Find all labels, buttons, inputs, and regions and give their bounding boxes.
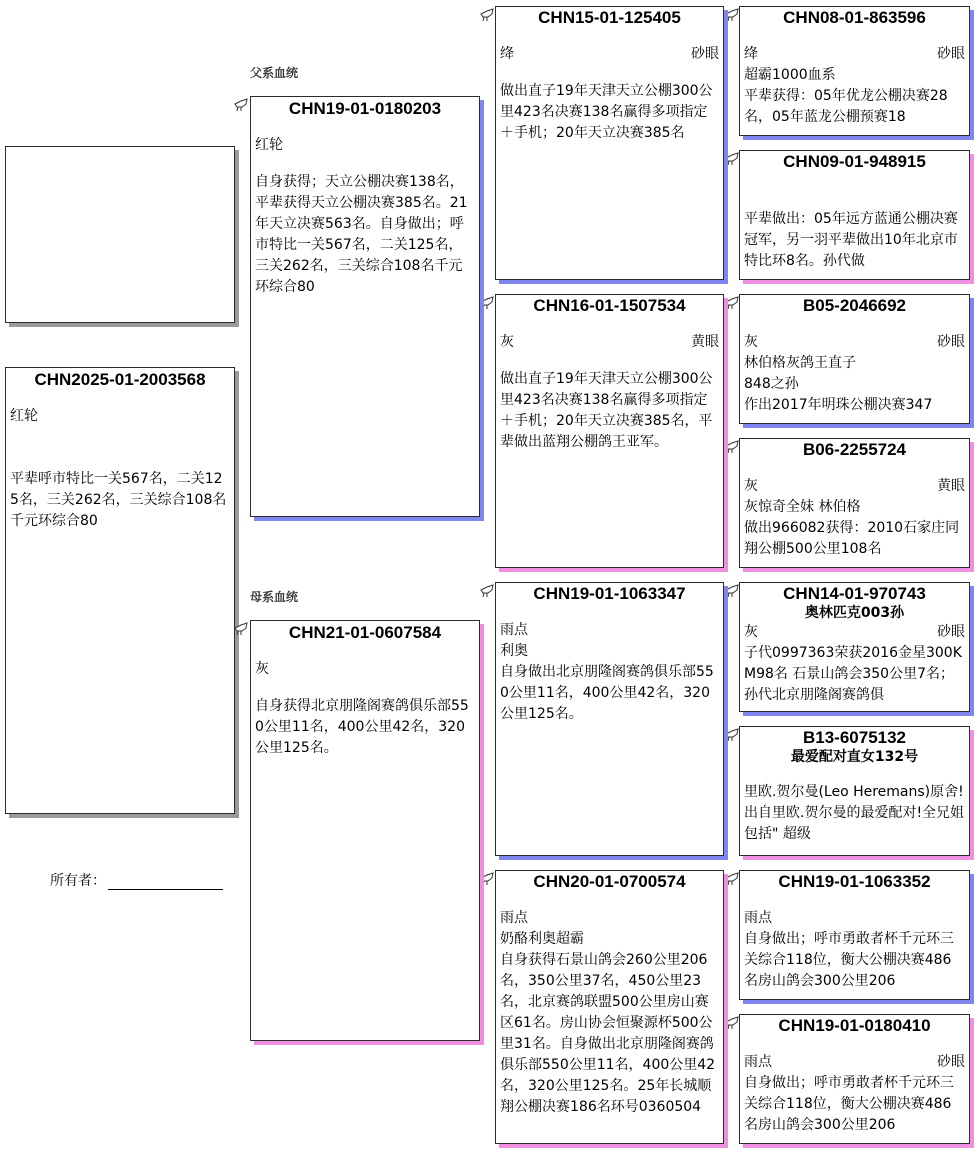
dam-sire-card [495,582,724,856]
sire-ring-number: CHN19-01-0180203 [288,99,442,118]
sire-card [250,96,480,517]
dd-ring-number: CHN20-01-0700574 [533,872,686,891]
sire-description: 自身获得；天立公棚决赛138名，平辈获得天立公棚决赛385名。21年天立决赛563名。自身做出；呼市特比一关567名，二关125名，三关262名，三关综合108名千元环综合80 [255,174,468,295]
dsd-ring-number: B13-6075132 [802,728,907,747]
owner-input-line[interactable] [108,873,223,890]
sds-color: 灰 [744,334,758,350]
pigeon-icon [480,296,494,310]
dam-ring-number: CHN21-01-0607584 [288,623,442,642]
main-ring-number: CHN2025-01-2003568 [34,370,206,389]
pigeon-icon [480,584,494,598]
ss-ring-number: CHN15-01-125405 [538,8,681,27]
ddd-eye: 砂眼 [937,1054,965,1070]
dds-color: 雨点 [744,910,772,926]
pigeon-icon [725,440,739,454]
sire-section-label: 父系血统 [250,66,299,80]
sdd-card [739,438,970,568]
ds-color: 雨点 [500,622,528,638]
dss-eye: 砂眼 [937,624,965,640]
ssd-description: 平辈做出：05年远方蓝通公棚决赛冠军，另一羽平辈做出10年北京市特比环8名。孙代做 [744,211,958,269]
dam-color: 灰 [255,661,269,677]
dss-subtitle: 奥林匹克003孙 [804,605,905,621]
sds-ring-number: B05-2046692 [802,296,907,315]
dds-ring-number: CHN19-01-1063352 [778,872,931,891]
ssd-ring-number: CHN09-01-948915 [783,152,926,171]
sd-eye: 黄眼 [691,334,719,350]
pigeon-icon [480,872,494,886]
pigeon-icon [480,8,494,22]
sss-card [739,6,970,136]
ddd-description: 自身做出；呼市勇敢者杯千元环三关综合118位，衡大公棚决赛486名房山鸽会300公里206 [744,1075,954,1133]
pigeon-icon [725,8,739,22]
sire-sire-card [495,6,724,280]
main-pigeon-card [5,367,235,814]
pigeon-icon [725,152,739,166]
main-color: 红轮 [10,408,38,424]
sdd-eye: 黄眼 [937,478,965,494]
pigeon-icon [725,872,739,886]
owner-label: 所有者： [50,873,106,889]
sss-eye: 砂眼 [937,46,965,62]
pigeon-icon [725,1016,739,1030]
dam-section-label: 母系血统 [250,590,299,604]
dsd-subtitle: 最爱配对直女132号 [790,749,919,765]
ss-description: 做出直子19年天津天立公棚300公里423名决赛138名赢得多项指定＋手机；20年天立决赛385名 [500,83,713,141]
sss-color: 绛 [744,46,758,62]
dd-color: 雨点 [500,910,528,926]
dss-card [739,582,970,712]
ds-ring-number: CHN19-01-1063347 [533,584,686,603]
dd-description: 自身获得石景山鸽会260公里206名，350公里37名，450公里23名，北京赛鸽联盟500公里房山赛区61名。房山协会恒聚源杯500公里31名。自身做出北京朋隆阁赛鸽俱乐部550公里11名，400公里42名，320公里125名。25年长城顺翔公棚决赛186名环号0360504 [500,952,716,1115]
dds-card [739,870,970,1000]
photo-frame [5,146,235,323]
dam-description: 自身获得北京朋隆阁赛鸽俱乐部550公里11名，400公里42名，320公里125名。 [255,698,469,756]
dss-color: 灰 [744,624,758,640]
ss-eye: 砂眼 [691,46,719,62]
dsd-card [739,726,970,856]
dsd-description: 里欧.贺尔曼(Leo Heremans)原舍!出自里欧.贺尔曼的最爱配对!全兄姐包括" 超级 [744,784,965,842]
dam-card [250,620,480,1041]
pigeon-icon [725,728,739,742]
sds-card [739,294,970,424]
sss-ring-number: CHN08-01-863596 [783,8,926,27]
sds-description: 林伯格灰鸽王直子 848之孙 作出2017年明珠公棚决赛347 [744,355,933,413]
ddd-color: 雨点 [744,1054,772,1070]
pigeon-icon [234,98,248,112]
dss-ring-number: CHN14-01-970743 [783,584,926,603]
sire-dam-card [495,294,724,568]
ds-line2: 利奥 [500,643,528,659]
ds-description: 自身做出北京朋隆阁赛鸽俱乐部550公里11名，400公里42名，320公里125名。 [500,664,714,722]
pigeon-icon [725,296,739,310]
owner-field [50,870,223,890]
sdd-color: 灰 [744,478,758,494]
sd-color: 灰 [500,334,514,350]
ddd-ring-number: CHN19-01-0180410 [778,1016,931,1035]
dam-dam-card [495,870,724,1144]
pigeon-icon [234,622,248,636]
sdd-description: 灰惊奇全妹 林伯格 做出966082获得：2010石家庄同翔公棚500公里108名 [744,499,960,557]
ssd-card [739,150,970,280]
dds-description: 自身做出；呼市勇敢者杯千元环三关综合118位，衡大公棚决赛486名房山鸽会300公里206 [744,931,954,989]
pigeon-icon [725,584,739,598]
main-description: 平辈呼市特比一关567名，二关125名，三关262名，三关综合108名千元环综合80 [10,471,227,529]
sds-eye: 砂眼 [937,334,965,350]
ss-color: 绛 [500,46,514,62]
sss-description: 超霸1000血系 平辈获得：05年优龙公棚决赛28名，05年蓝龙公棚预赛18 [744,67,948,125]
sd-description: 做出直子19年天津天立公棚300公里423名决赛138名赢得多项指定＋手机；20年天立决赛385名，平辈做出蓝翔公棚鸽王亚军。 [500,371,713,450]
sd-ring-number: CHN16-01-1507534 [533,296,686,315]
sire-color: 红轮 [255,137,283,153]
sdd-ring-number: B06-2255724 [802,440,907,459]
dss-description: 子代0997363荣获2016金星300KM98名 石景山鸽会350公里7名；孙代北京朋隆阁赛鸽俱 [744,645,962,703]
ddd-card [739,1014,970,1144]
dd-line2: 奶酪利奥超霸 [500,931,584,947]
